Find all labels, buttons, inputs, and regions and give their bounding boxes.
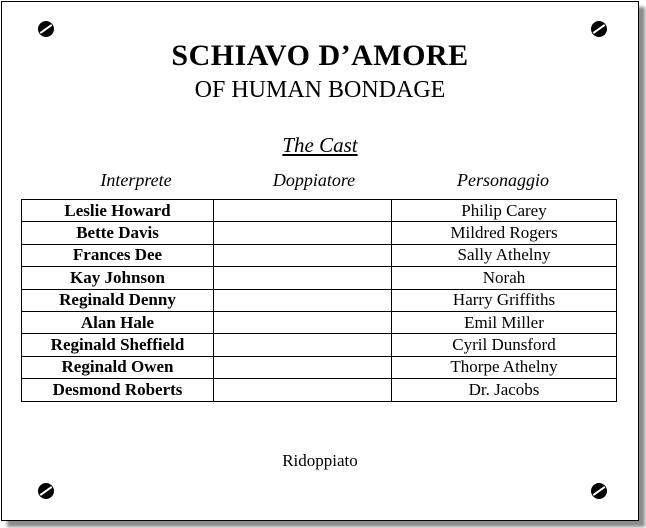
table-row [22, 311, 617, 333]
footer-note: Ridoppiato [282, 451, 358, 470]
table-row [22, 267, 617, 289]
dubber-cell [214, 267, 392, 289]
role-cell: Harry Griffiths [392, 289, 617, 311]
screw-icon-bottom-right [591, 483, 607, 499]
dubber-cell [214, 334, 392, 356]
dubber-cell [214, 200, 392, 222]
actor-cell: Frances Dee [22, 244, 214, 266]
actor-cell: Reginald Denny [22, 289, 214, 311]
column-header-interprete: Interprete [100, 170, 172, 190]
role-cell: Emil Miller [392, 311, 617, 333]
actor-cell: Leslie Howard [22, 200, 214, 222]
table-row [22, 222, 617, 244]
actor-cell: Reginald Owen [22, 356, 214, 378]
cast-table [21, 199, 617, 402]
dubber-cell [214, 222, 392, 244]
role-cell: Sally Athelny [392, 244, 617, 266]
role-cell: Cyril Dunsford [392, 334, 617, 356]
role-cell: Dr. Jacobs [392, 379, 617, 401]
table-row [22, 200, 617, 222]
screw-icon-bottom-left [38, 483, 54, 499]
page-title: SCHIAVO D’AMORE [171, 39, 469, 72]
role-cell: Philip Carey [392, 200, 617, 222]
dubber-cell [214, 244, 392, 266]
column-header-personaggio: Personaggio [457, 170, 549, 190]
actor-cell: Kay Johnson [22, 267, 214, 289]
dubber-cell [214, 289, 392, 311]
cast-plate [1, 1, 639, 521]
actor-cell: Alan Hale [22, 311, 214, 333]
dubber-cell [214, 311, 392, 333]
role-cell: Thorpe Athelny [392, 356, 617, 378]
dubber-cell [214, 379, 392, 401]
actor-cell: Desmond Roberts [22, 379, 214, 401]
cast-heading: The Cast [282, 133, 358, 157]
screw-icon-top-right [591, 21, 607, 37]
table-row [22, 289, 617, 311]
role-cell: Norah [392, 267, 617, 289]
table-row [22, 334, 617, 356]
role-cell: Mildred Rogers [392, 222, 617, 244]
page-subtitle: OF HUMAN BONDAGE [194, 77, 446, 103]
dubber-cell [214, 356, 392, 378]
table-row [22, 379, 617, 401]
screw-icon-top-left [38, 21, 54, 37]
actor-cell: Bette Davis [22, 222, 214, 244]
actor-cell: Reginald Sheffield [22, 334, 214, 356]
table-row [22, 356, 617, 378]
table-row [22, 244, 617, 266]
column-header-doppiatore: Doppiatore [272, 170, 356, 190]
